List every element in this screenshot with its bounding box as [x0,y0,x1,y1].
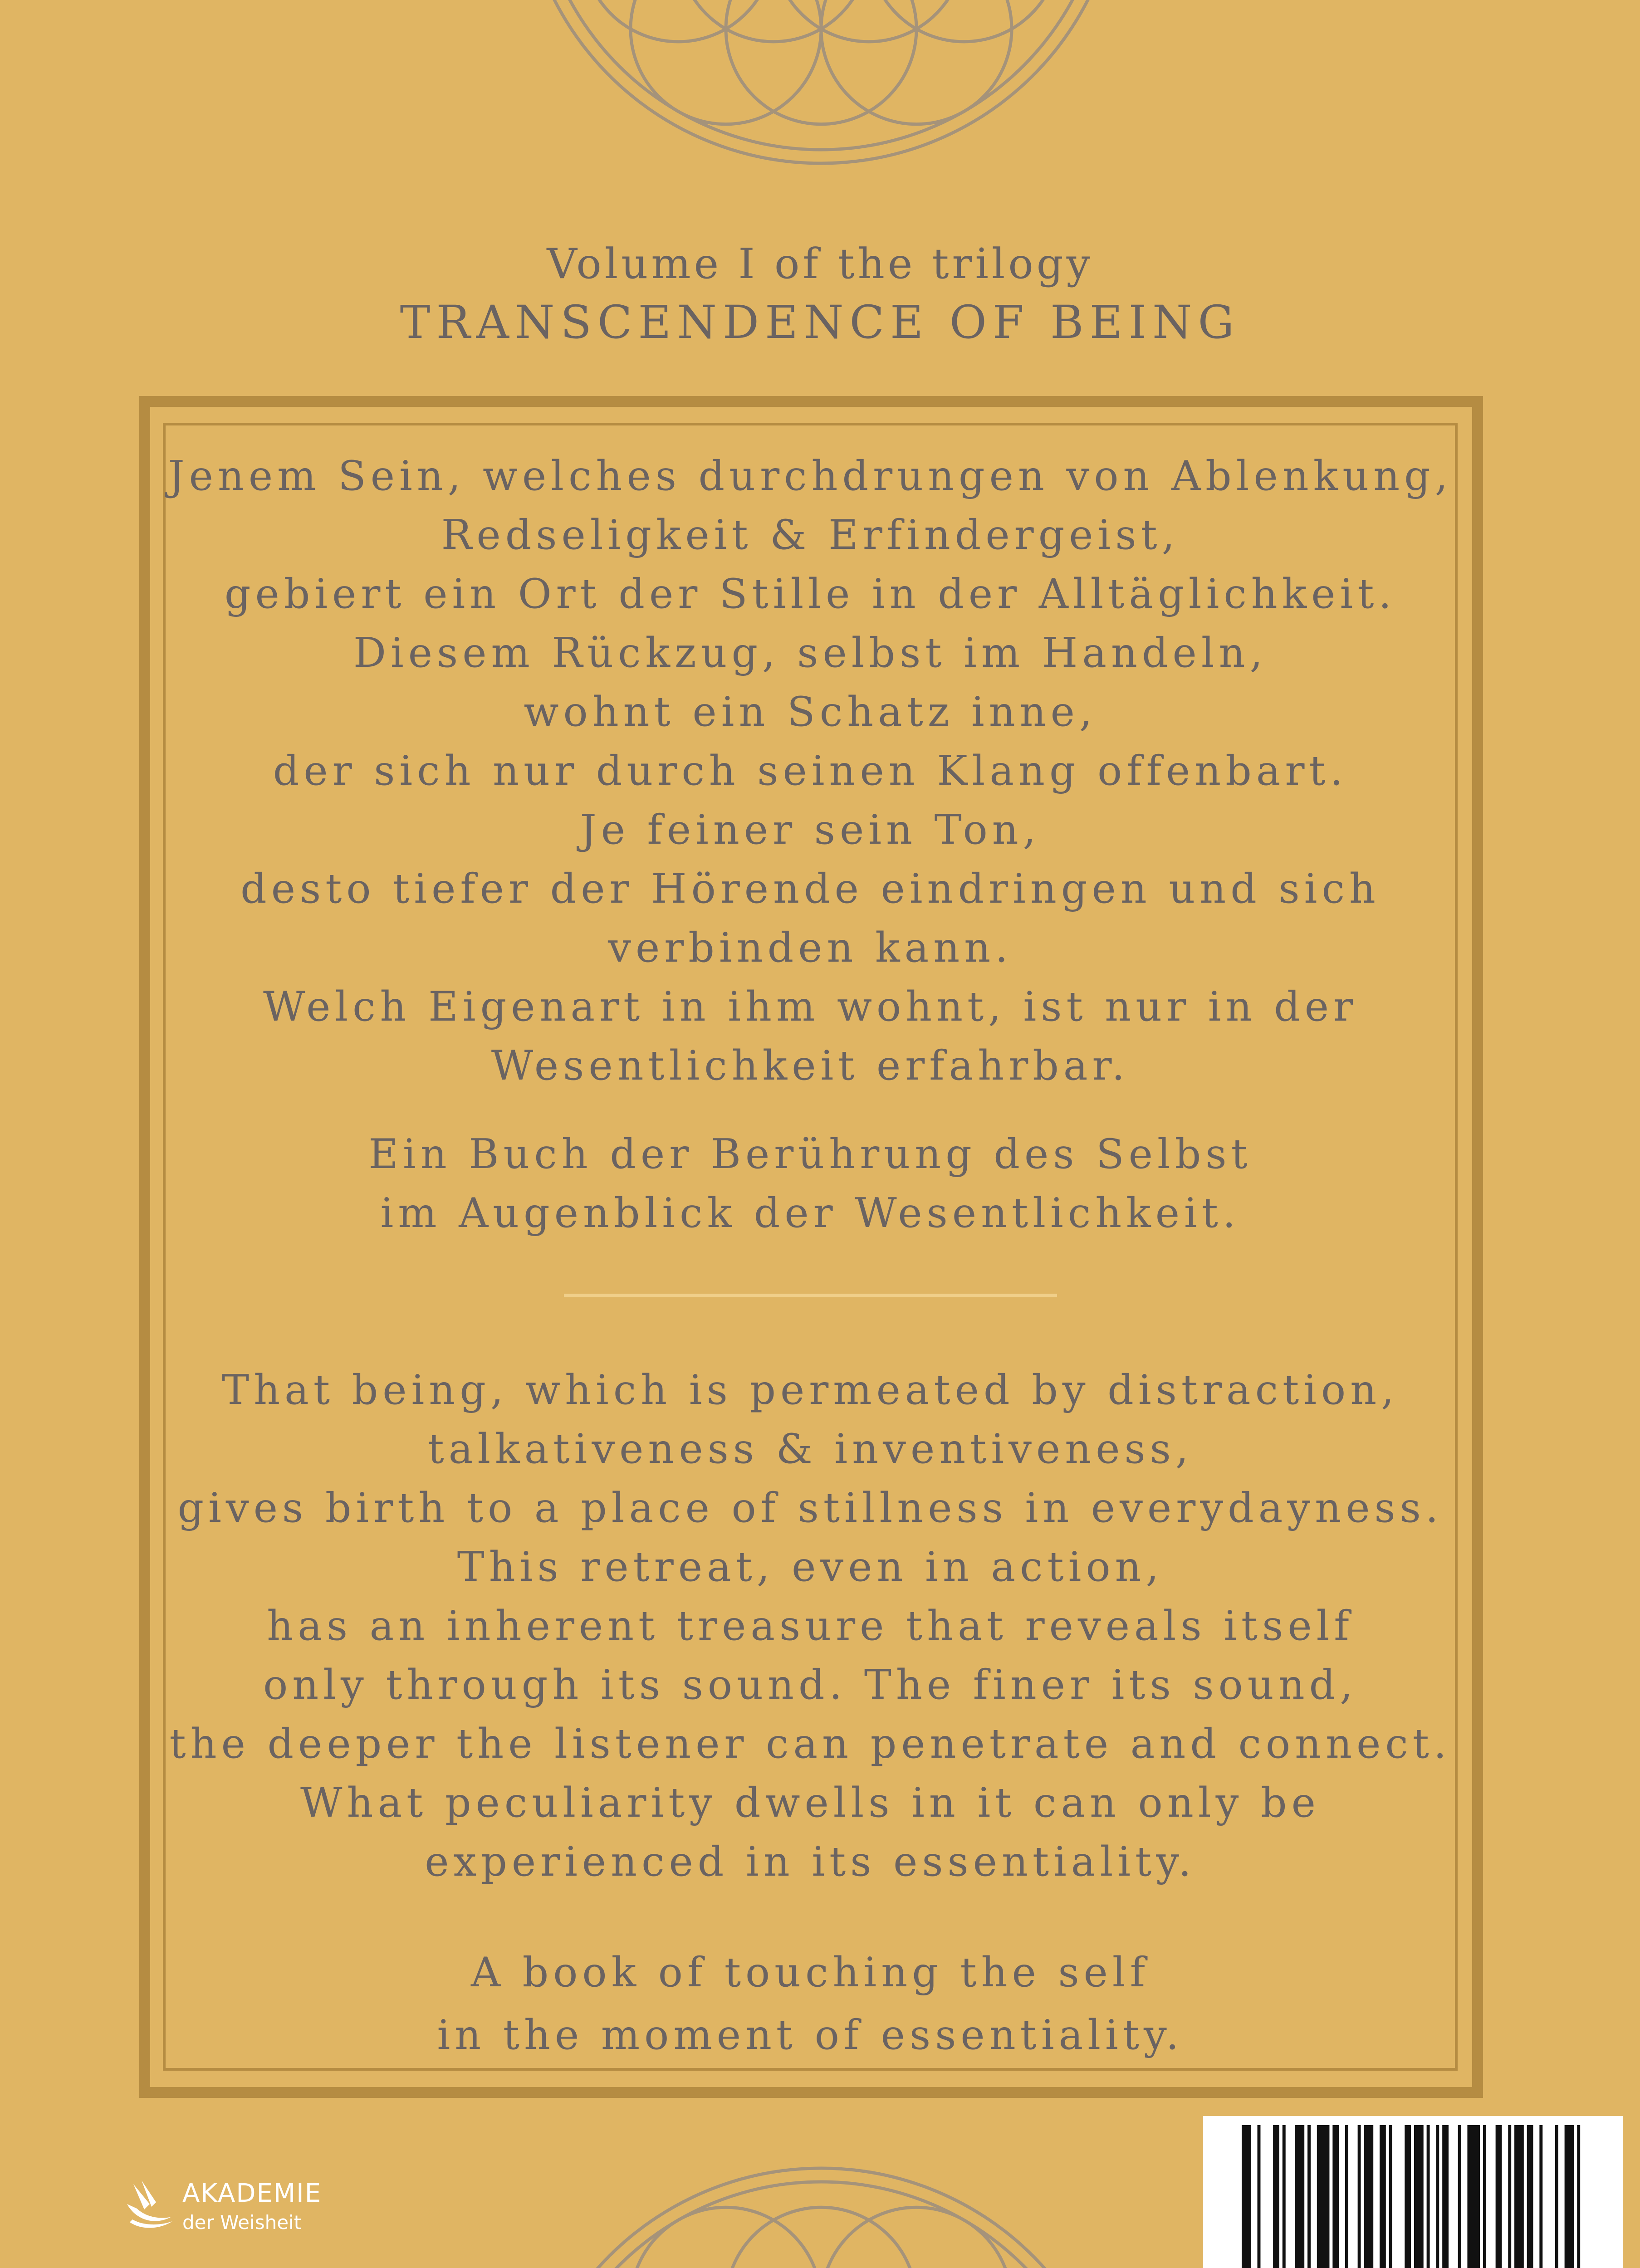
german-line: Jenem Sein, welches durchdrungen von Ablenkung, [168,452,1453,500]
barcode-bar [1483,2125,1486,2268]
barcode-bar [1358,2125,1361,2268]
german-tagline-line: Ein Buch der Berührung des Selbst [368,1130,1252,1178]
barcode-bar [1332,2125,1339,2268]
barcode-bar [1527,2125,1533,2268]
english-description [163,1361,1458,1892]
barcode-bar [1258,2125,1261,2268]
barcode-bar [1364,2125,1373,2268]
barcode-bar [1458,2125,1461,2268]
barcode-bar [1436,2125,1439,2268]
flower-of-life-top-icon [513,0,1130,172]
german-tagline-line: im Augenblick der Wesentlichkeit. [380,1189,1240,1237]
volume-line: Volume I of the trilogy [547,240,1093,288]
barcode-bar [1273,2125,1279,2268]
english-line: has an inherent treasure that reveals itself [267,1602,1354,1650]
hand-lotus-icon [123,2175,182,2234]
english-line: What peculiarity dwells in it can only be [300,1779,1320,1827]
barcode-bar [1427,2125,1430,2268]
english-line: only through its sound. The finer its sound, [263,1661,1357,1709]
barcode-bar [1389,2125,1392,2268]
german-tagline [163,1125,1458,1243]
barcode-bar [1514,2125,1524,2268]
english-line: the deeper the listener can penetrate and connect. [169,1720,1451,1768]
english-line: gives birth to a place of stillness in everydayness. [177,1484,1443,1532]
barcode-bar [1442,2125,1449,2268]
german-line: gebiert ein Ort der Stille in der Alltäglichkeit. [224,570,1396,618]
barcode-bar [1565,2125,1574,2268]
english-line: This retreat, even in action, [457,1543,1164,1591]
barcode-bar [1345,2125,1348,2268]
barcode-bar [1380,2125,1386,2268]
german-line: Redseligkeit & Erfindergeist, [441,511,1180,559]
german-line: Wesentlichkeit erfahrbar. [491,1042,1130,1090]
publisher-name: AKADEMIE [182,2179,322,2208]
barcode-bar [1496,2125,1502,2268]
english-tagline-line: A book of touching the self [470,1949,1150,1996]
publisher-subname: der Weisheit [182,2211,302,2234]
barcode-bar [1414,2125,1424,2268]
barcode-bar [1539,2125,1542,2268]
german-line: desto tiefer der Hörende eindringen und sich [240,865,1380,913]
english-line: experienced in its essentiality. [425,1838,1196,1886]
barcode-bar [1555,2125,1558,2268]
german-line: Je feiner sein Ton, [580,806,1041,854]
german-line: der sich nur durch seinen Klang offenbart. [273,747,1348,795]
barcode-bar [1405,2125,1411,2268]
barcode-bar [1295,2125,1304,2268]
barcode-bar [1242,2125,1251,2268]
german-line: Welch Eigenart in ihm wohnt, ist nur in der [263,983,1358,1031]
section-divider [564,1294,1057,1297]
english-line: That being, which is permeated by distraction, [222,1366,1399,1414]
barcode-bar [1307,2125,1311,2268]
german-description [163,447,1458,1095]
barcode-bar [1508,2125,1511,2268]
isbn-barcode [1203,2116,1623,2268]
barcode-bar [1467,2125,1480,2268]
german-line: verbinden kann. [608,924,1013,972]
english-line: talkativeness & inventiveness, [427,1425,1193,1473]
german-line: Diesem Rückzug, selbst im Handeln, [353,629,1268,677]
english-tagline-line: in the moment of essentiality. [437,2011,1184,2059]
english-tagline [163,1941,1458,2067]
barcode-bars [1242,2125,1586,2268]
german-line: wohnt ein Schatz inne, [524,688,1097,736]
series-title: TRANSCENDENCE OF BEING [400,296,1240,349]
barcode-bar [1577,2125,1580,2268]
barcode-bar [1317,2125,1330,2268]
flower-of-life-bottom-icon [513,2159,1130,2268]
barcode-bar [1283,2125,1286,2268]
publisher-logo [123,2175,341,2239]
